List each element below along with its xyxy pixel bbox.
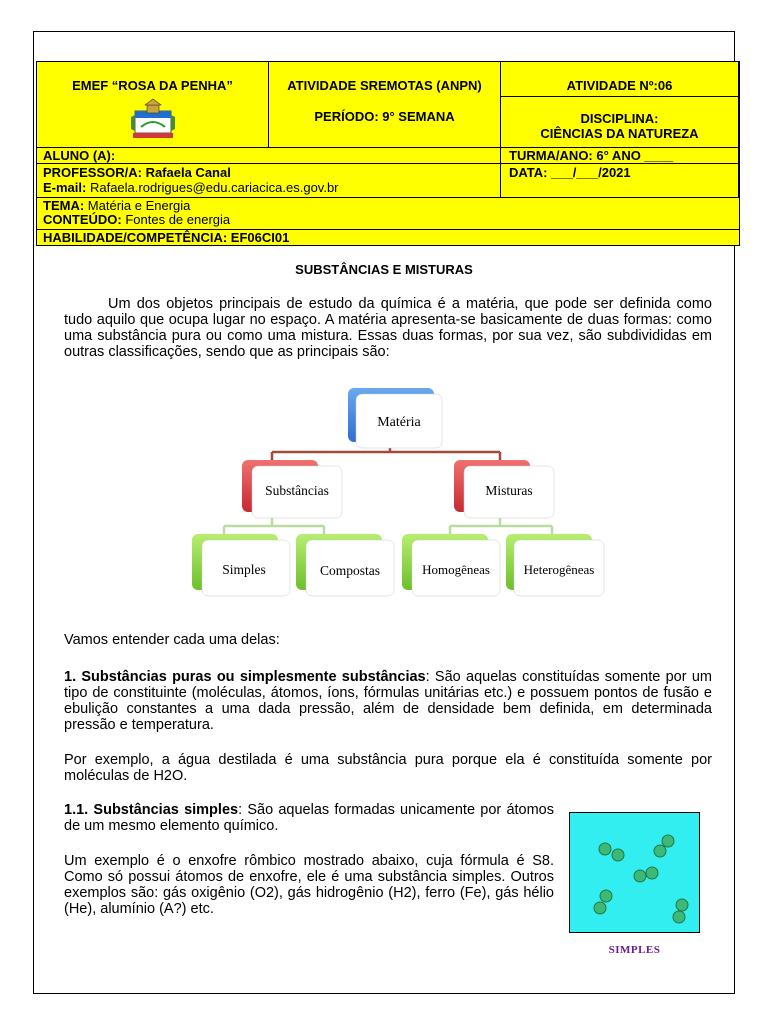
content-value: Fontes de energia <box>125 212 231 227</box>
figure-label: SIMPLES <box>608 944 661 956</box>
activity-title: ATIVIDADE SREMOTAS (ANPN) <box>287 78 482 93</box>
atom-icon <box>676 899 688 911</box>
discipline-value: CIÊNCIAS DA NATUREZA <box>540 126 699 141</box>
class-year-field[interactable]: TURMA/ANO: 6° ANO ____ <box>501 148 739 164</box>
email-label: E-mail: <box>43 180 87 195</box>
header-table <box>36 61 740 246</box>
theme-content-cell <box>37 198 739 230</box>
node-label: Compostas <box>319 563 381 578</box>
atom-icon <box>634 870 646 882</box>
node-label: Substâncias <box>265 483 329 498</box>
section-1-1-heading: 1.1. Substâncias simples <box>64 802 239 818</box>
simple-substance-figure <box>569 812 700 933</box>
date-field[interactable]: DATA: ___/___/2021 <box>501 164 739 198</box>
water-example: Por exemplo, a água destilada é uma substância pura porque ela é constituída somente por moléculas de H2O. <box>64 752 712 784</box>
document-title: SUBSTÂNCIAS E MISTURAS <box>295 262 473 277</box>
node-label: Heterogêneas <box>523 562 595 577</box>
node-label: Homogêneas <box>422 562 490 577</box>
node-materia <box>348 388 442 448</box>
school-name: EMEF “ROSA DA PENHA” <box>72 78 233 93</box>
content-label: CONTEÚDO: <box>43 212 122 227</box>
section-1-heading: 1. Substâncias puras ou simplesmente substâncias <box>64 669 426 685</box>
atom-icon <box>599 843 611 855</box>
section-1-text: : São aquelas constituídas somente por um tipo de constituinte (moléculas, átomos, íons, fórmulas unitárias etc.) e possuem pontos de fusão e ebulição constantes a uma dada pressão, além de densidade bem definida, em determinada pressão e temperatura. <box>64 669 712 733</box>
node-label: Misturas <box>485 483 533 498</box>
skill-row: HABILIDADE/COMPETÊNCIA: EF06CI01 <box>43 230 290 245</box>
node-compostas <box>296 534 394 596</box>
student-field[interactable]: ALUNO (A): <box>37 148 501 164</box>
teacher-name: PROFESSOR/A: Rafaela Canal <box>43 165 231 180</box>
atom-icon <box>612 849 624 861</box>
school-logo-icon <box>129 97 177 141</box>
node-homogeneas <box>402 534 500 596</box>
node-substancias <box>242 460 342 518</box>
node-heterogeneas <box>506 534 604 596</box>
activity-cell <box>269 62 501 148</box>
node-label: Matéria <box>377 415 421 430</box>
theme-label: TEMA: <box>43 198 85 213</box>
activity-number: ATIVIDADE Nº:06 <box>501 62 739 97</box>
email-link[interactable]: Rafaela.rodrigues@edu.cariacica.es.gov.br <box>89 180 339 195</box>
atoms-illustration <box>570 813 699 932</box>
atom-icon <box>594 902 606 914</box>
school-cell <box>37 62 269 148</box>
understand-text: Vamos entender cada uma delas: <box>64 632 280 648</box>
theme-value: Matéria e Energia <box>87 198 191 213</box>
atom-icon <box>654 845 666 857</box>
node-misturas <box>454 460 554 518</box>
discipline-label: DISCIPLINA: <box>580 111 659 126</box>
intro-paragraph: Um dos objetos principais de estudo da química é a matéria, que pode ser definida como tudo aquilo que ocupa lugar no espaço. A matéria apresenta-se basicamente de duas formas: como uma substância pura ou como uma mistura. Essas duas formas, por sua vez, são subdivididas em outras classificações, sendo que as principais são: <box>64 296 712 360</box>
node-label: Simples <box>222 562 266 577</box>
atom-icon <box>646 867 658 879</box>
section-1-1-text: : São aquelas formadas unicamente por átomos de um mesmo elemento químico. <box>64 802 554 834</box>
period: PERÍODO: 9° SEMANA <box>314 109 455 124</box>
teacher-cell <box>37 164 501 198</box>
node-simples <box>192 534 290 596</box>
classification-diagram <box>182 382 612 602</box>
discipline-cell <box>501 97 739 148</box>
section-1-1-paragraph <box>64 802 554 834</box>
atom-icon <box>600 890 612 902</box>
atom-icon <box>673 911 685 923</box>
atom-icon <box>662 835 674 847</box>
section-1-paragraph <box>64 669 712 733</box>
sulfur-example: Um exemplo é o enxofre rômbico mostrado abaixo, cuja fórmula é S8. Como só possui átomos de enxofre, ele é uma substância simples. Outros exemplos são: gás oxigênio (O2), gás hidrogênio (H2), ferro (Fe), gás hélio (He), alumínio (A?) etc. <box>64 853 554 917</box>
